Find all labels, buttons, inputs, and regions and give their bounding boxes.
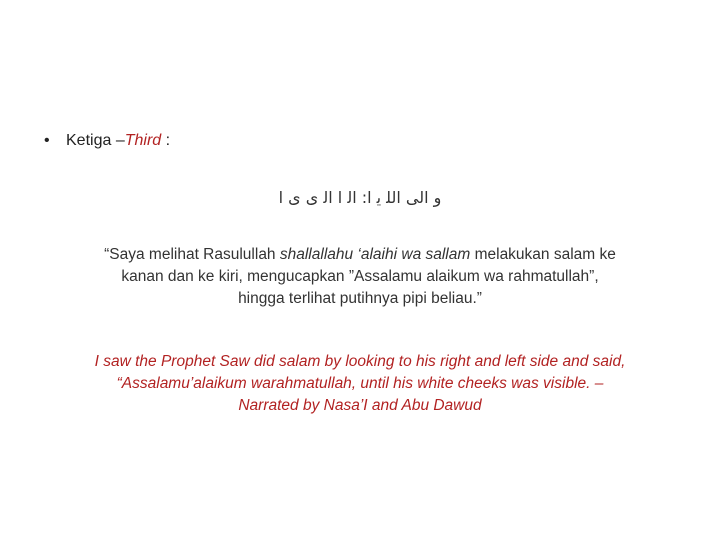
indonesian-line-1 [40,244,680,266]
indonesian-translation [40,244,680,310]
heading-prefix: Ketiga – [66,132,125,149]
indonesian-line-1-italic: shallallahu ‘alaihi wa sallam [279,246,471,263]
indonesian-line-1-start: “Saya melihat Rasulullah [104,246,280,263]
indonesian-line-1-end: melakukan salam ke [470,246,616,263]
english-line-1: I saw the Prophet Saw did salam by looking to his right and left side and said, [94,353,626,370]
indonesian-line-3: hingga terlihat putihnya pipi beliau.” [238,290,482,307]
heading-suffix: : [161,132,171,149]
english-line-2: “Assalamu’alaikum warahmatullah, until his white cheeks was visible. – [116,375,604,392]
english-line-3: Narrated by Nasa’I and Abu Dawud [238,397,482,414]
indonesian-line-2: kanan dan ke kiri, mengucapkan ”Assalamu alaikum wa rahmatullah”, [121,268,599,285]
bullet-icon: • [44,132,50,149]
bullet-heading [44,132,170,150]
arabic-text: و الى اﻟﻠ ﻳ ا: اﻟ ا اﻟ ى ى ا [278,188,442,207]
english-translation [20,351,700,417]
heading-highlight: Third [124,132,162,149]
